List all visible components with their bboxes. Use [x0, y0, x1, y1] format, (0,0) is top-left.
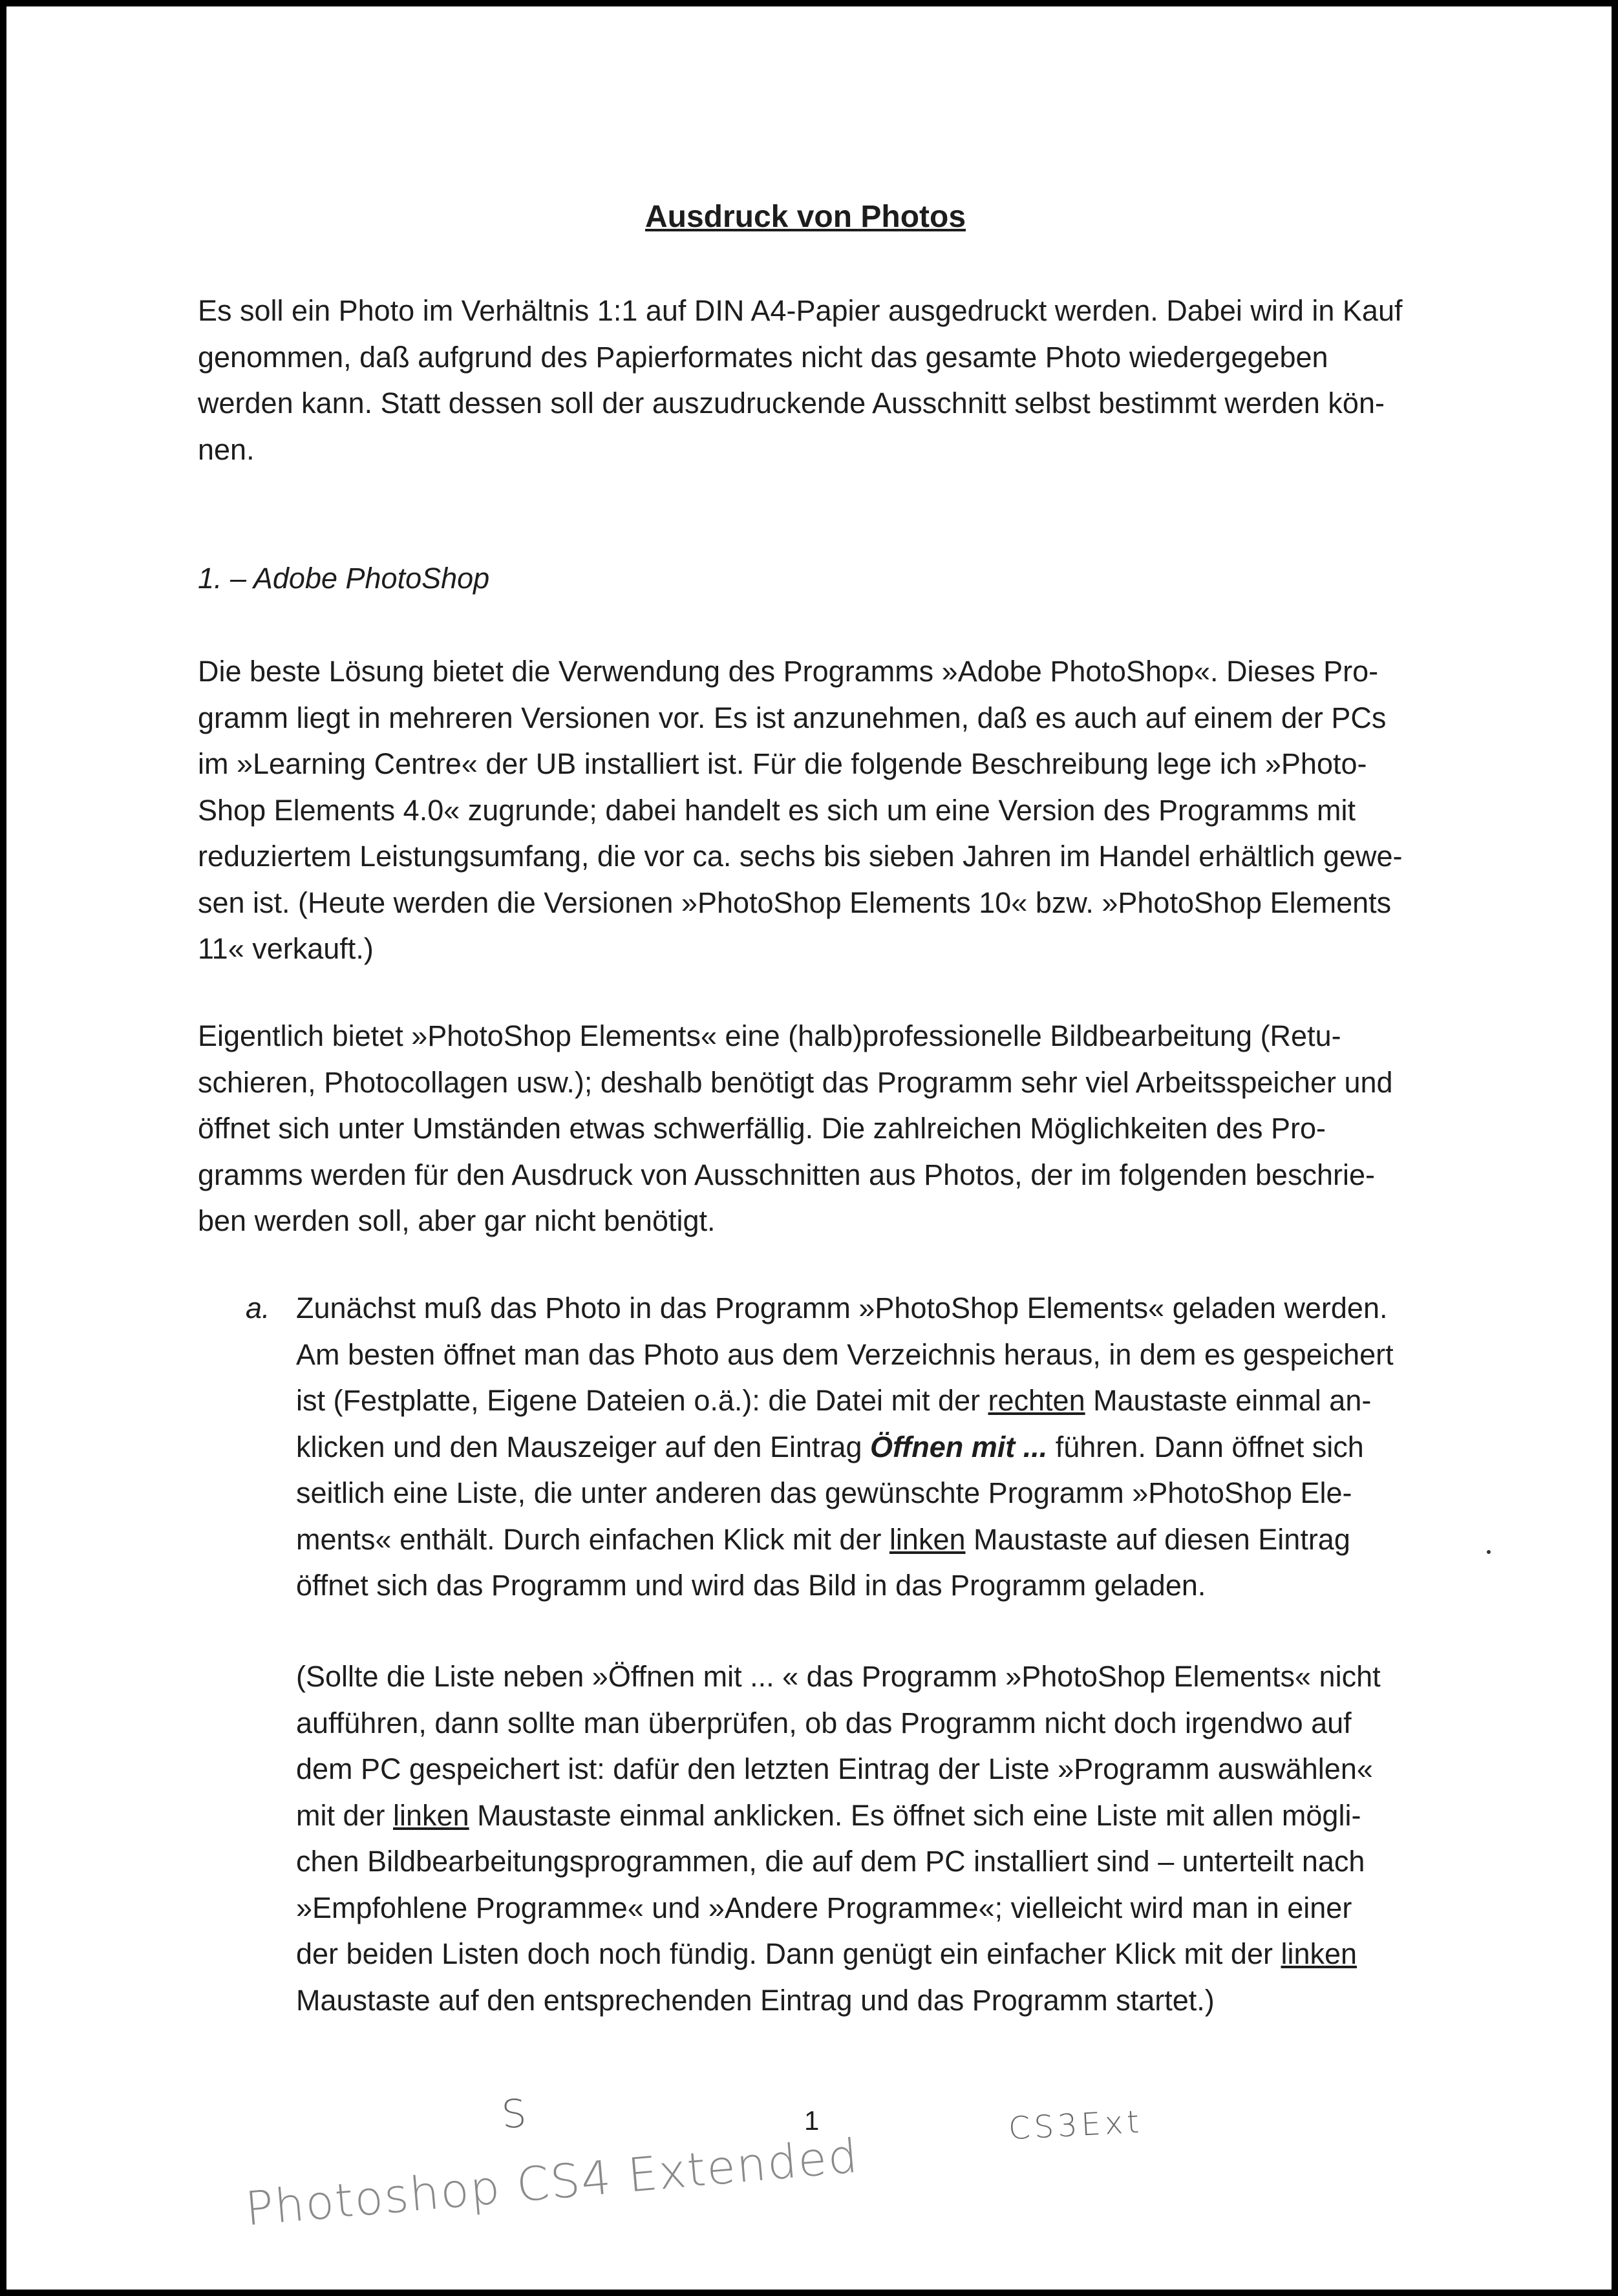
text-line: werden kann. Statt dessen soll der auszudruckende Ausschnitt selbst bestimmt werden kön- [198, 387, 1385, 420]
text-span: klicken und den Mauszeiger auf den Eintrag [296, 1430, 871, 1463]
underlined-word: linken [393, 1798, 469, 1832]
list-marker: a. [246, 1292, 270, 1324]
paragraph-elements-features [198, 1013, 1413, 1244]
text-line: (Sollte die Liste neben »Öffnen mit ... « das Programm »PhotoShop Elements« nicht [296, 1660, 1381, 1693]
handwritten-note-bottom: Photoshop CS4 Extended [243, 2128, 861, 2237]
handwritten-note-right: CS3Ext [1007, 2103, 1144, 2147]
text-span: Maustaste auf diesen Eintrag [965, 1522, 1350, 1556]
list-item-text [296, 1285, 1413, 1609]
text-span: der beiden Listen doch noch fündig. Dann genügt ein einfacher Klick mit der [296, 1937, 1281, 1970]
text-span: Maustaste einmal an- [1085, 1384, 1372, 1417]
text-line: schieren, Photocollagen usw.); deshalb benötigt das Programm sehr viel Arbeitsspeicher und [198, 1065, 1393, 1099]
text-line: genommen, daß aufgrund des Papierformates nicht das gesamte Photo wiedergegeben [198, 340, 1328, 374]
text-line [296, 1516, 1413, 1563]
text-line [296, 1931, 1413, 1977]
section-heading: 1. – Adobe PhotoShop [198, 562, 490, 595]
text-line: öffnet sich unter Umständen etwas schwerfällig. Die zahlreichen Möglichkeiten des Pro- [198, 1112, 1326, 1145]
text-line: gramm liegt in mehreren Versionen vor. Es ist anzunehmen, daß es auch auf einem der PCs [198, 701, 1387, 734]
text-line: Shop Elements 4.0« zugrunde; dabei handelt es sich um eine Version des Programms mit [198, 793, 1356, 827]
text-line: gramms werden für den Ausdruck von Ausschnitten aus Photos, der im folgenden beschrie- [198, 1158, 1375, 1191]
text-line: Maustaste auf den entsprechenden Eintrag und das Programm startet.) [296, 1983, 1215, 2017]
page-number: 1 [804, 2105, 820, 2136]
text-span: mit der [296, 1798, 394, 1832]
text-line: aufführen, dann sollte man überprüfen, ob das Programm nicht doch irgendwo auf [296, 1706, 1352, 1739]
handwritten-mark: S [500, 2090, 528, 2138]
text-line: seitlich eine Liste, die unter anderen das gewünschte Programm »PhotoShop Ele- [296, 1476, 1352, 1509]
scan-speck [1487, 1550, 1491, 1554]
text-span: ments« enthält. Durch einfachen Klick mit der [296, 1522, 889, 1556]
emphasized-command: Öffnen mit ... [870, 1430, 1048, 1463]
list-item-note [296, 1653, 1413, 2023]
text-line: ben werden soll, aber gar nicht benötigt. [198, 1204, 716, 1237]
text-line: nen. [198, 432, 255, 466]
document-title: Ausdruck von Photos [644, 200, 966, 234]
text-line: Es soll ein Photo im Verhältnis 1:1 auf DIN A4-Papier ausgedruckt werden. Dabei wird in Kauf [198, 294, 1403, 327]
text-line: sen ist. (Heute werden die Versionen »PhotoShop Elements 10« bzw. »PhotoShop Elements [198, 886, 1392, 919]
text-line: Am besten öffnet man das Photo aus dem Verzeichnis heraus, in dem es gespeichert [296, 1337, 1394, 1371]
text-line: Zunächst muß das Photo in das Programm »PhotoShop Elements« geladen werden. [296, 1292, 1388, 1324]
underlined-word: rechten [988, 1384, 1085, 1417]
text-line [296, 1424, 1413, 1471]
text-span: ist (Festplatte, Eigene Dateien o.ä.): die Datei mit der [296, 1384, 988, 1417]
text-line [296, 1792, 1413, 1839]
text-line [296, 1377, 1413, 1424]
underlined-word: linken [1281, 1937, 1357, 1970]
text-line: dem PC gespeichert ist: dafür den letzten Eintrag der Liste »Programm auswählen« [296, 1752, 1373, 1785]
text-line: Die beste Lösung bietet die Verwendung des Programms »Adobe PhotoShop«. Dieses Pro- [198, 655, 1379, 688]
text-line: »Empfohlene Programme« und »Andere Programme«; vielleicht wird man in einer [296, 1891, 1352, 1924]
intro-paragraph [198, 288, 1413, 473]
text-line: reduziertem Leistungsumfang, die vor ca. sechs bis sieben Jahren im Handel erhältlich gewe- [198, 840, 1403, 873]
text-line: 11« verkauft.) [198, 932, 374, 965]
text-line: im »Learning Centre« der UB installiert ist. Für die folgende Beschreibung lege ich »Photo- [198, 747, 1367, 780]
text-line: Eigentlich bietet »PhotoShop Elements« eine (halb)professionelle Bildbearbeitung (Retu- [198, 1019, 1341, 1052]
underlined-word: linken [889, 1522, 966, 1556]
paragraph-photoshop-versions [198, 648, 1413, 972]
text-span: Maustaste einmal anklicken. Es öffnet sich eine Liste mit allen mögli- [469, 1798, 1361, 1832]
text-line: öffnet sich das Programm und wird das Bild in das Programm geladen. [296, 1569, 1206, 1602]
text-line: chen Bildbearbeitungsprogrammen, die auf dem PC installiert sind – unterteilt nach [296, 1845, 1365, 1878]
text-span: führen. Dann öffnet sich [1047, 1430, 1364, 1463]
